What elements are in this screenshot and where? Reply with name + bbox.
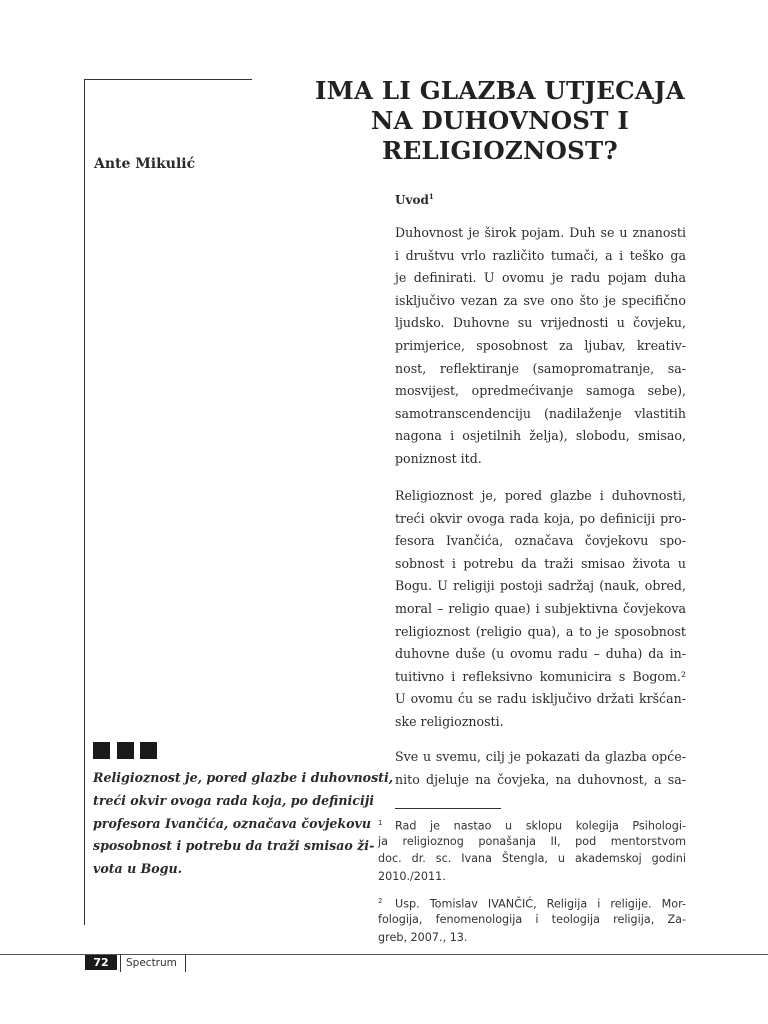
journal-name: Spectrum (126, 957, 177, 969)
section-heading (395, 192, 686, 207)
footnote-1 (378, 815, 686, 885)
footnote-mark: 2 (378, 897, 383, 906)
text-line: ske religioznosti. (395, 713, 504, 729)
text-line: Sve u svemu, cilj je pokazati da glazba opće- (395, 749, 686, 764)
text-line: ljudsko. Duhovne su vrijednosti u čovjeku, (395, 315, 686, 331)
article-title (310, 76, 690, 166)
footnote-line: greb, 2007., 13. (378, 930, 468, 944)
text-line: fesora Ivančića, označava čovjekovu spo- (395, 533, 686, 549)
text-line: mosvijest, opredmećivanje samoga sebe), (395, 383, 686, 399)
text-line: religioznost (religio qua), a to je sposobnost (395, 623, 686, 639)
text-line: Duhovnost je širok pojam. Duh se u znanosti (395, 225, 686, 240)
page-number: 72 (85, 955, 117, 970)
pull-quote-line: vota u Bogu. (93, 861, 183, 877)
title-line: RELIGIOZNOST? (382, 136, 618, 165)
frame-left-rule (84, 79, 85, 925)
text-line: nost, reflektiranje (samopromatranje, sa- (395, 360, 686, 376)
text-line: primjerice, sposobnost za ljubav, kreativ- (395, 337, 686, 353)
paragraph-1 (395, 222, 686, 471)
footnote-mark: 1 (378, 819, 383, 827)
footnote-text: Rad je nastao u sklopu kolegija Psihologi- (395, 819, 686, 833)
footer-divider (185, 955, 186, 972)
footnote-line: fologija, fenomenologija i teologija religija, Za- (378, 912, 686, 926)
text-line: sobnost i potrebu da traži smisao života u (395, 555, 686, 571)
footnote-separator (395, 808, 501, 809)
pull-quote-line: Religioznost je, pored glazbe i duhovnosti, (93, 770, 394, 785)
footer-divider (120, 955, 121, 972)
footnote-line: ja religioznog ponašanja II, pod mentorstvom (378, 834, 686, 848)
frame-top-rule (84, 79, 252, 80)
footnote-ref: 1 (428, 192, 434, 201)
footnote-text: Usp. Tomislav IVANČIĆ, Religija i religije. Mor- (395, 898, 686, 912)
decorative-square (140, 742, 157, 759)
text-line: Bogu. U religiji postoji sadržaj (nauk, obred, (395, 578, 686, 594)
text-line: isključivo vezan za sve ono što je specifično (395, 292, 686, 308)
paragraph-3 (395, 746, 686, 791)
pull-quote (93, 767, 394, 881)
text-line: je definirati. U ovomu je radu pojam duha (395, 270, 686, 286)
footnote-line: doc. dr. sc. Ivana Štengla, u akademskoj godini (378, 852, 686, 866)
footnote-2 (378, 893, 686, 946)
title-line: NA DUHOVNOST I (370, 106, 630, 135)
author-name: Ante Mikulić (94, 156, 196, 172)
text-line: nagona i osjetilnih želja), slobodu, smisao, (395, 428, 686, 444)
text-line: treći okvir ovoga rada koja, po definiciji pro- (395, 510, 686, 526)
footnote-line: 2010./2011. (378, 869, 446, 883)
text-line: Religioznost je, pored glazbe i duhovnosti, (395, 488, 686, 503)
title-line: IMA LI GLAZBA UTJECAJA (315, 76, 685, 105)
decorative-square (93, 742, 110, 759)
footnote-line (378, 893, 686, 911)
paragraph-2 (395, 485, 686, 734)
decorative-square (117, 742, 134, 759)
section-heading-text: Uvod (395, 193, 429, 207)
text-line: samotranscendenciju (nadilaženje vlastitih (395, 405, 686, 421)
footnote-line (378, 815, 686, 833)
text-line: poniznost itd. (395, 450, 482, 466)
text-line: i društvu vrlo različito tumači, a i teško ga (395, 247, 686, 263)
text-line: duhovne duše (u ovomu radu – duha) da in- (395, 646, 686, 662)
pull-quote-line: profesora Ivančića, označava čovjekovu (93, 815, 371, 831)
text-line: nito djeluje na čovjeka, na duhovnost, a sa- (395, 771, 686, 787)
pull-quote-line: treći okvir ovoga rada koja, po definiciji (93, 792, 375, 808)
footnotes (378, 815, 686, 946)
text-line: tuitivno i refleksivno komunicira s Bogom.² (395, 668, 686, 684)
text-line: moral – religio quae) i subjektivna čovjekova (395, 600, 686, 616)
pull-quote-line: sposobnost i potrebu da traži smisao ži- (93, 838, 375, 854)
text-line: U ovomu ću se radu isključivo držati kršćan- (395, 691, 686, 707)
